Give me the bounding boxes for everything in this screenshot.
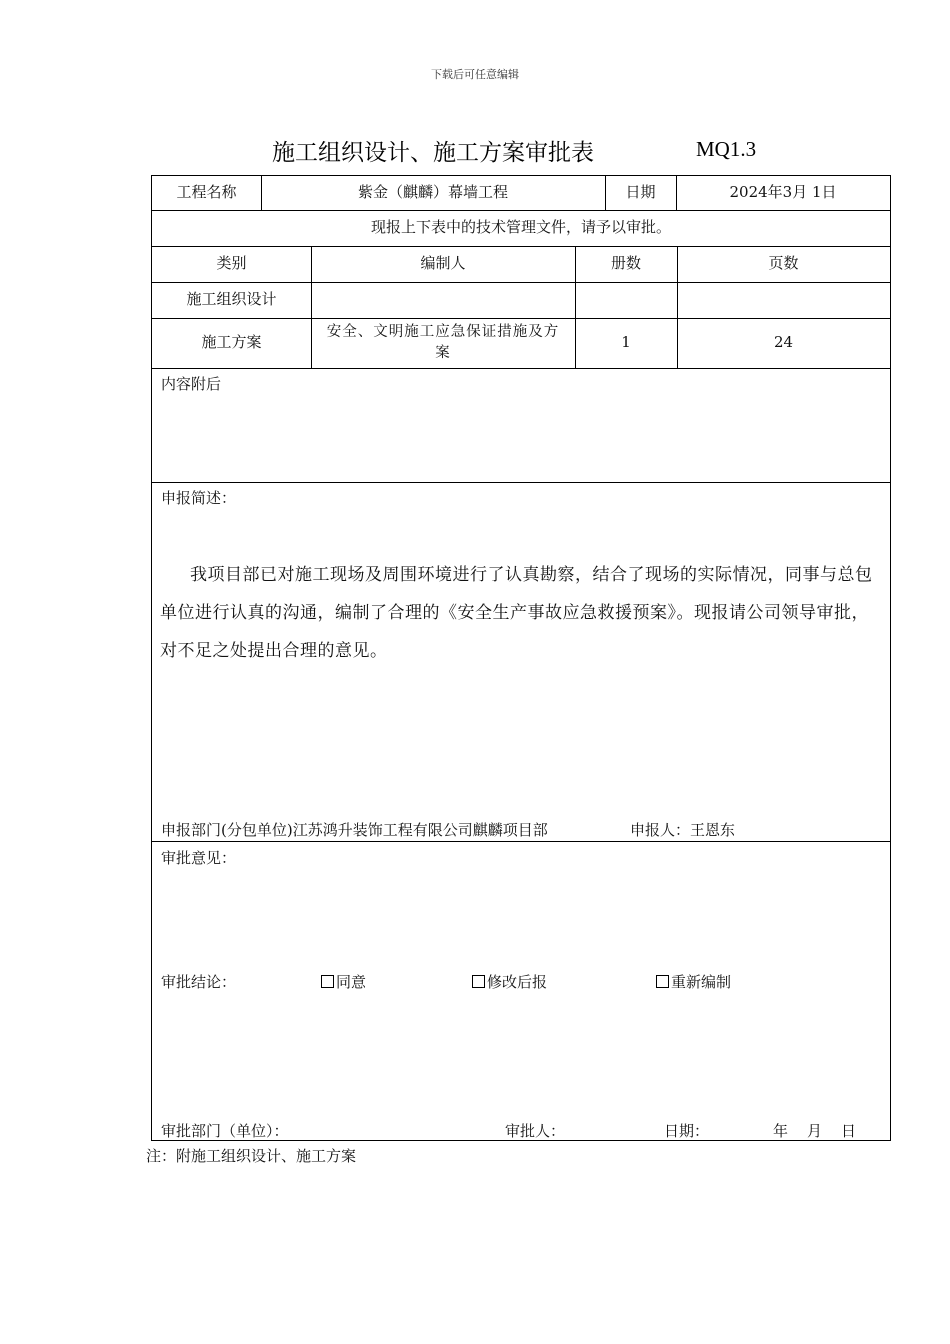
date-label: 日期 xyxy=(625,183,656,202)
checkbox-icon xyxy=(472,975,485,988)
row-author: 安全、文明施工应急保证措施及方案 xyxy=(326,323,560,361)
attachment-label: 内容附后 xyxy=(161,375,222,393)
summary-label: 申报简述： xyxy=(161,489,237,507)
approver-label: 审批人： xyxy=(505,1122,566,1140)
row-volumes xyxy=(575,282,677,318)
col-header-pages: 页数 xyxy=(768,254,799,273)
option-label: 修改后报 xyxy=(487,973,548,991)
option-revise-resubmit[interactable] xyxy=(472,971,547,992)
option-label: 同意 xyxy=(336,973,367,991)
date-day: 日 xyxy=(841,1122,857,1140)
summary-text: 我项目部已对施工现场及周围环境进行了认真勘察，结合了现场的实际情况，同事与总包单位进行认真的沟通，编制了合理的《安全生产事故应急救援预案》。现报请公司领导审批，对不足之处提出合理的意见。 xyxy=(160,565,873,661)
project-name-label: 工程名称 xyxy=(176,183,237,202)
checkbox-icon xyxy=(321,975,334,988)
date-month: 月 xyxy=(807,1122,823,1140)
form-title: 施工组织设计、施工方案审批表 xyxy=(272,140,594,166)
row-divider xyxy=(152,368,890,369)
checkbox-icon xyxy=(656,975,669,988)
request-line: 现报上下表中的技术管理文件，请予以审批。 xyxy=(370,218,671,237)
row-pages: 24 xyxy=(773,333,794,352)
date-year: 年 xyxy=(773,1122,789,1140)
approval-dept-label: 审批部门（单位）： xyxy=(161,1122,289,1140)
approval-form-table xyxy=(151,175,891,1141)
applicant-name: 申报人：王恩东 xyxy=(630,821,736,839)
option-recompile[interactable] xyxy=(656,971,731,992)
row-volumes: 1 xyxy=(621,333,631,352)
approval-date-label: 日期： xyxy=(664,1122,710,1140)
date-value: 2024年3月 1日 xyxy=(729,183,837,202)
row-divider xyxy=(152,482,890,483)
project-name-value: 紫金（麒麟）幕墙工程 xyxy=(357,183,508,202)
row-category: 施工方案 xyxy=(201,333,262,352)
row-category: 施工组织设计 xyxy=(186,290,277,309)
col-header-category: 类别 xyxy=(216,254,247,273)
applicant-dept: 申报部门(分包单位)江苏鸿升装饰工程有限公司麒麟项目部 xyxy=(161,821,548,839)
col-header-volumes: 册数 xyxy=(610,254,641,273)
row-author xyxy=(311,282,575,318)
approval-opinion-label: 审批意见： xyxy=(161,849,237,867)
footer-note: 注：附施工组织设计、施工方案 xyxy=(146,1147,357,1165)
approval-conclusion-label: 审批结论： xyxy=(161,973,237,991)
col-header-author: 编制人 xyxy=(420,254,466,273)
header-note: 下载后可任意编辑 xyxy=(431,68,519,81)
form-code: MQ1.3 xyxy=(696,137,757,161)
row-divider xyxy=(152,841,890,842)
option-label: 重新编制 xyxy=(671,973,732,991)
option-agree[interactable] xyxy=(321,971,366,992)
row-pages xyxy=(677,282,890,318)
